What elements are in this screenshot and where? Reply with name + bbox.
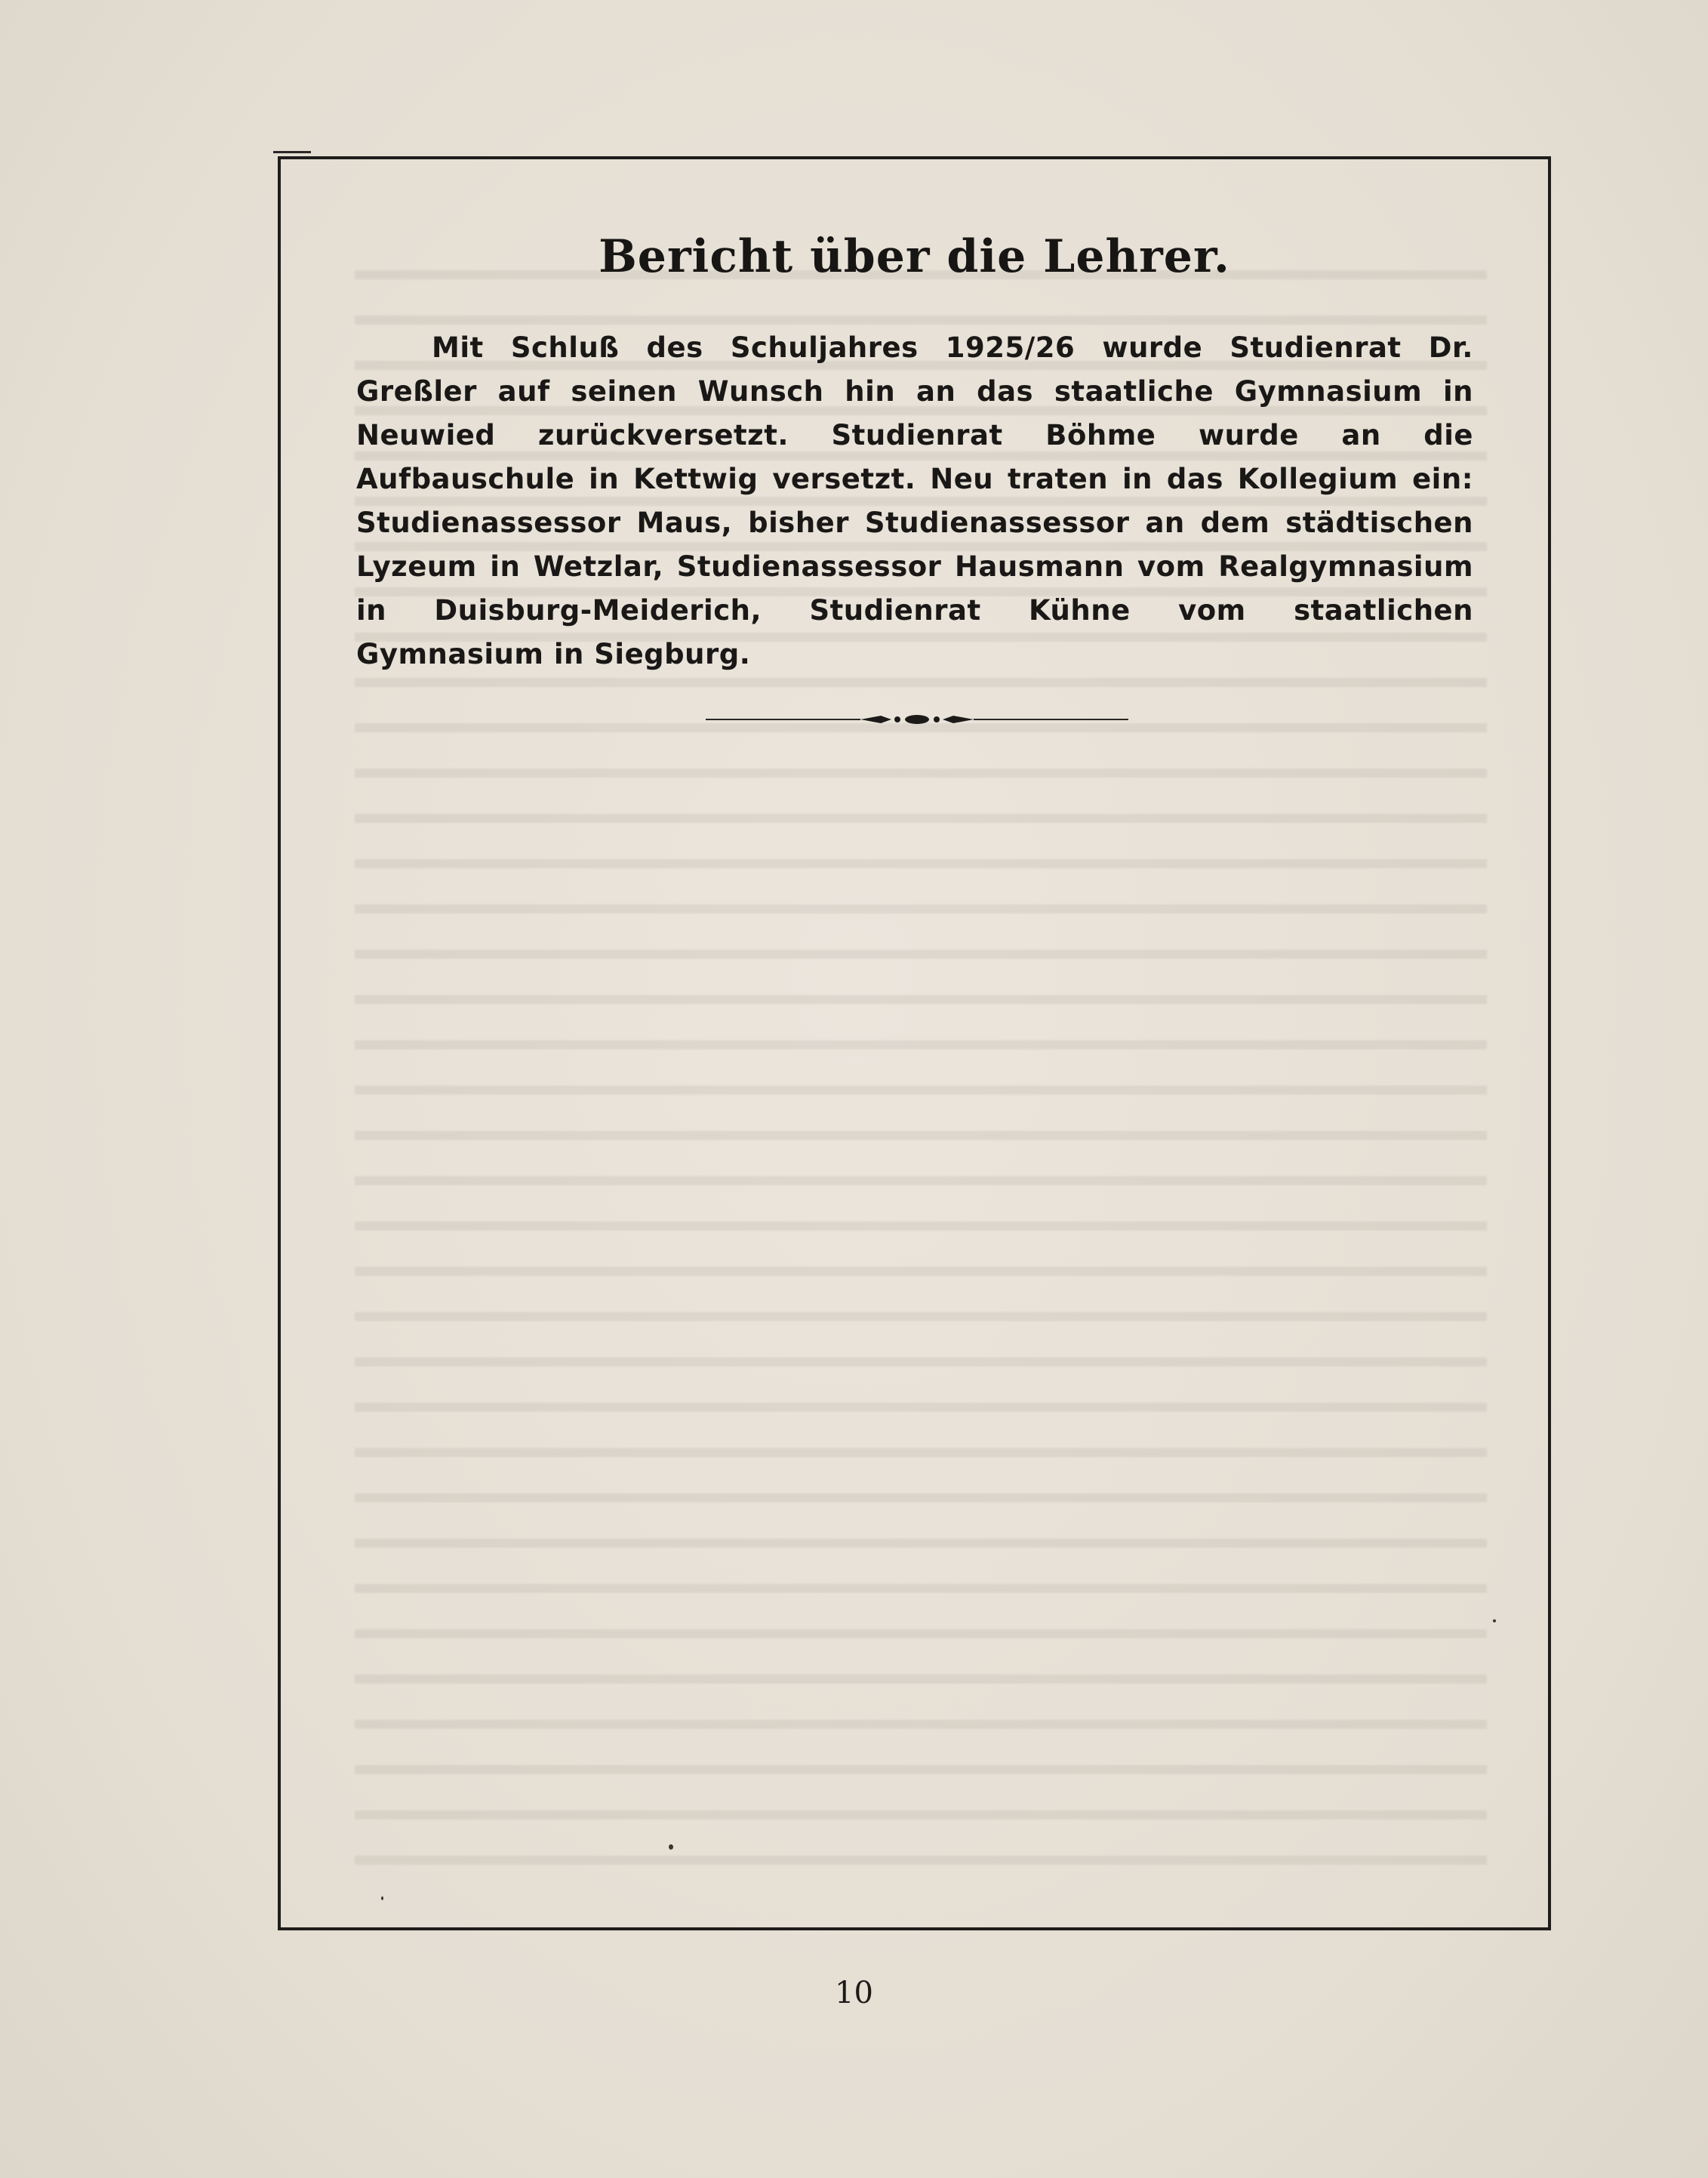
page-number: 10 <box>835 1976 873 2010</box>
frame-corner-mark <box>273 151 311 153</box>
ornament-divider <box>706 708 1128 731</box>
section-title: Bericht über die Lehrer. <box>599 230 1230 283</box>
body-paragraph: Mit Schluß des Schuljahres 1925/26 wurde Studienrat Dr. Greßler auf seinen Wunsch hin an das staatliche Gymnasium in Neuwied zurückversetzt. Studienrat Böhme wurde an die Aufbauschule in Kettwig versetzt. Neu traten in das Kollegium ein: Studienassessor Maus, bisher Studienassessor an dem städtischen Lyzeum in Wetzlar, Studienassessor Hausmann vom Realgymnasium in Duisburg-Meiderich, Studienrat Kühne vom staatlichen Gymnasium in Siegburg. <box>356 331 1473 670</box>
ink-speck <box>1493 1619 1496 1622</box>
ink-speck <box>669 1844 673 1850</box>
ink-speck <box>381 1896 383 1900</box>
